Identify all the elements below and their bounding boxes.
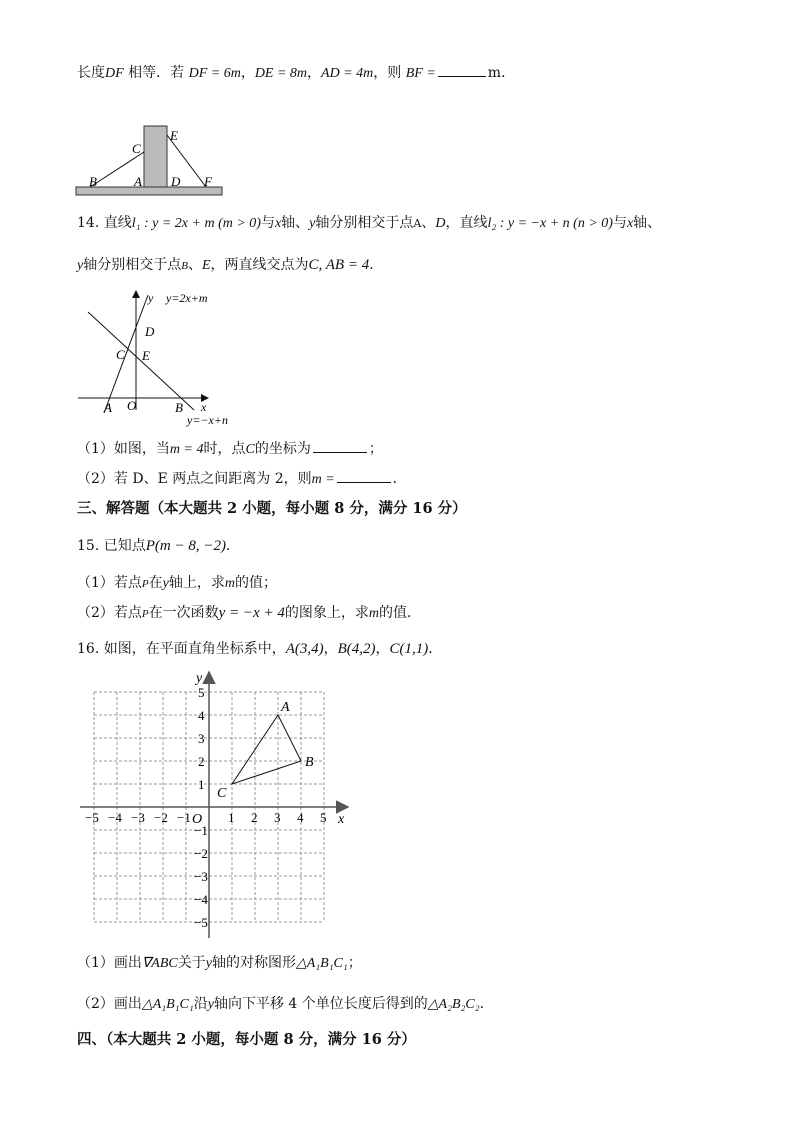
y-tick-label: −3 bbox=[194, 869, 208, 884]
q16-sub2 bbox=[77, 994, 494, 1015]
q15-sub1a: （1）若点 bbox=[77, 575, 142, 591]
q13-sep1: ， bbox=[240, 65, 255, 81]
pillar-rect bbox=[144, 126, 167, 187]
x-tick-label: −3 bbox=[131, 810, 145, 825]
q14-sub1b: 时，点 bbox=[203, 441, 246, 457]
q16-stem-a: 16. 如图，在平面直角坐标系中， bbox=[77, 641, 286, 657]
x-tick-label: 5 bbox=[320, 810, 327, 825]
q14-l1-eq: l₁ : y = 2x + m (m > 0) bbox=[131, 216, 261, 231]
x-tick-label: 4 bbox=[297, 810, 304, 825]
fig14-d: D bbox=[145, 324, 155, 339]
q14-sub2e: ． bbox=[392, 471, 407, 487]
q14-pd: D bbox=[435, 216, 446, 231]
q16-sub2-tri2: △A₂B₂C₂ bbox=[427, 997, 480, 1012]
section-4-heading: 四、（本大题共 2 小题，每小题 8 分，满分 16 分） bbox=[77, 1031, 416, 1048]
q16-sub2c: 轴向下平移 4 个单位长度后得到的 bbox=[213, 996, 428, 1012]
q15-sub2c: 的图象上，求 bbox=[284, 605, 369, 621]
q14-sub2 bbox=[77, 468, 407, 490]
label-b: B bbox=[89, 174, 97, 189]
q15-sub1c: 轴上，求 bbox=[168, 575, 225, 591]
q16-sub2-tri: △A₁B₁C₁ bbox=[141, 997, 194, 1012]
q16-stem bbox=[77, 639, 442, 659]
q14-l1d: 轴分别相交于点 bbox=[315, 215, 414, 231]
q14-sub2a: （2）若 D、E 两点之间距离为 2，则 bbox=[77, 471, 312, 487]
q14-pe: E bbox=[201, 258, 211, 273]
q13-text-a: 长度 bbox=[77, 65, 105, 81]
q13-answer-blank[interactable] bbox=[438, 62, 486, 77]
grid-y-label: y bbox=[196, 671, 203, 686]
triangle-abc-outline bbox=[232, 715, 301, 784]
q15-sub1d: 的值； bbox=[235, 575, 277, 591]
q14-l2-eq: l₂ : y = −x + n (n > 0) bbox=[487, 216, 613, 231]
fig14-x: x bbox=[201, 400, 207, 414]
q15-sub2 bbox=[77, 603, 421, 624]
fig14-a: A bbox=[104, 400, 112, 415]
q14-y2: y bbox=[77, 258, 84, 273]
q13-text-line bbox=[77, 62, 515, 84]
fig14-c: C bbox=[116, 347, 125, 362]
q14-sub2-m: m = bbox=[311, 472, 335, 487]
q15-stem bbox=[77, 536, 240, 556]
q13-unit: m． bbox=[487, 65, 516, 81]
q14-l2a: 轴分别相交于点 bbox=[83, 257, 182, 273]
q16-sub2a: （2）画出 bbox=[77, 996, 142, 1012]
y-tick-label: 2 bbox=[198, 754, 205, 769]
q16-sub1-tri2: △A₁B₁C₁ bbox=[295, 956, 348, 971]
q15-sub2p: P bbox=[141, 608, 149, 620]
q16-c1: ， bbox=[323, 641, 338, 657]
fig14-e: E bbox=[142, 348, 150, 363]
q14-l1c: 轴、 bbox=[281, 215, 310, 231]
fig14-y: y bbox=[148, 291, 154, 305]
q16-sub1d: ； bbox=[347, 955, 362, 971]
q16-sub2y: y bbox=[207, 997, 214, 1012]
line-l2 bbox=[88, 312, 194, 410]
q14-sub1-blank[interactable] bbox=[313, 438, 367, 453]
q13-cond3: AD = 4m bbox=[321, 66, 374, 81]
fig14-o: O bbox=[127, 398, 137, 413]
q14-sub1d: 的坐标为 bbox=[254, 441, 311, 457]
q14-line1 bbox=[77, 213, 661, 234]
q14-pa: A bbox=[413, 217, 422, 230]
q13-text-c: ，则 bbox=[373, 65, 406, 81]
x-tick-label: −1 bbox=[177, 810, 191, 825]
x-tick-label: 2 bbox=[251, 810, 258, 825]
y-tick-label: −2 bbox=[194, 846, 208, 861]
q14-l1g: 与 bbox=[612, 215, 627, 231]
point-label-c: C bbox=[217, 786, 227, 801]
q16-end: ． bbox=[428, 641, 443, 657]
y-tick-label: 1 bbox=[198, 777, 205, 792]
label-e: E bbox=[170, 128, 178, 143]
q15-sub2a: （2）若点 bbox=[77, 605, 142, 621]
q15-stem-a: 15. 已知点 bbox=[77, 538, 146, 554]
q16-point-c: C(1,1) bbox=[389, 641, 429, 657]
label-d: D bbox=[171, 174, 181, 189]
q14-l1f: ，直线 bbox=[445, 215, 488, 231]
q16-coordinate-grid bbox=[70, 666, 360, 946]
q14-sub1c: C bbox=[245, 442, 255, 457]
q16-sub1y: y bbox=[205, 956, 212, 971]
q14-l1e: 、 bbox=[421, 215, 436, 231]
q16-sub2b: 沿 bbox=[193, 996, 208, 1012]
q15-sub2d: 的值． bbox=[378, 605, 421, 621]
q15-sub1 bbox=[77, 573, 277, 594]
q15-sub2f: y = −x + 4 bbox=[218, 605, 285, 621]
y-tick-label: −1 bbox=[194, 823, 208, 838]
q15-sub1y: y bbox=[162, 576, 169, 591]
q16-point-a: A(3,4) bbox=[285, 641, 324, 657]
fig14-y-neg: y=−x+n bbox=[187, 413, 228, 427]
x-tick-label: 1 bbox=[228, 810, 235, 825]
x-tick-label: 3 bbox=[274, 810, 281, 825]
q14-x1: x bbox=[274, 216, 282, 231]
q14-cond: C, AB = 4 bbox=[308, 257, 370, 273]
q16-sub1 bbox=[77, 953, 362, 974]
ground-rect bbox=[76, 187, 222, 195]
q14-sub1a: （1）如图，当 bbox=[77, 441, 170, 457]
q14-l1b: 与 bbox=[260, 215, 275, 231]
q14-figure bbox=[70, 288, 250, 428]
q14-l2c: ，两直线交点为 bbox=[210, 257, 309, 273]
q15-point: P(m − 8, −2) bbox=[145, 538, 226, 554]
q15-sub1m: m bbox=[224, 576, 235, 591]
q14-l1a: 14. 直线 bbox=[77, 215, 132, 231]
q15-sub1b: 在 bbox=[148, 575, 163, 591]
q13-text-b: 相等．若 bbox=[123, 65, 189, 81]
q14-l2d: ． bbox=[369, 257, 384, 273]
q14-line2 bbox=[77, 255, 383, 276]
q14-y1: y bbox=[309, 216, 316, 231]
y-tick-label: −4 bbox=[194, 892, 208, 907]
grid-x-label: x bbox=[338, 812, 345, 827]
q14-sub1-m: m = 4 bbox=[169, 442, 204, 457]
x-tick-label: −2 bbox=[154, 810, 168, 825]
grid-origin-label: O bbox=[192, 812, 203, 827]
y-tick-label: 5 bbox=[198, 685, 205, 700]
q16-sub1b: 关于 bbox=[177, 955, 206, 971]
fig14-y-eq: y=2x+m bbox=[166, 291, 208, 305]
q16-sub1a: （1）画出 bbox=[77, 955, 142, 971]
q14-x2: x bbox=[626, 216, 634, 231]
q13-ask: BF = bbox=[405, 66, 436, 81]
label-c: C bbox=[132, 141, 141, 156]
q14-pb: B bbox=[181, 260, 188, 272]
y-tick-label: 3 bbox=[198, 731, 205, 746]
q16-c2: ， bbox=[375, 641, 390, 657]
q16-sub1-tri: ∇ABC bbox=[141, 956, 178, 971]
q16-sub1c: 轴的对称图形 bbox=[211, 955, 296, 971]
q13-sep2: ， bbox=[307, 65, 322, 81]
x-tick-label: −5 bbox=[85, 810, 99, 825]
q13-df: DF bbox=[105, 66, 124, 81]
q15-sub1p: P bbox=[141, 578, 149, 590]
fig14-b: B bbox=[175, 400, 183, 415]
q15-sub2m: m bbox=[368, 606, 379, 621]
q16-point-b: B(4,2) bbox=[337, 641, 376, 657]
q16-sub2d: ． bbox=[479, 996, 494, 1012]
section-3-heading: 三、解答题（本大题共 2 小题，每小题 8 分，满分 16 分） bbox=[77, 500, 467, 517]
q14-sub1 bbox=[77, 438, 383, 460]
point-label-b: B bbox=[305, 755, 314, 770]
label-f: F bbox=[204, 174, 212, 189]
y-tick-label: 4 bbox=[198, 708, 205, 723]
q13-figure bbox=[70, 120, 230, 200]
label-a: A bbox=[134, 174, 142, 189]
q14-sub2-blank[interactable] bbox=[337, 468, 391, 483]
q15-stem-b: ． bbox=[225, 538, 240, 554]
q15-sub2b: 在一次函数 bbox=[148, 605, 219, 621]
q13-cond1: DF = 6m bbox=[188, 66, 241, 81]
y-tick-label: −5 bbox=[194, 915, 208, 930]
q14-l1h: 轴、 bbox=[633, 215, 662, 231]
q14-sub1e: ； bbox=[368, 441, 383, 457]
q14-l2b: 、 bbox=[187, 257, 202, 273]
q13-cond2: DE = 8m bbox=[254, 66, 308, 81]
point-label-a: A bbox=[281, 700, 290, 715]
x-tick-label: −4 bbox=[108, 810, 122, 825]
